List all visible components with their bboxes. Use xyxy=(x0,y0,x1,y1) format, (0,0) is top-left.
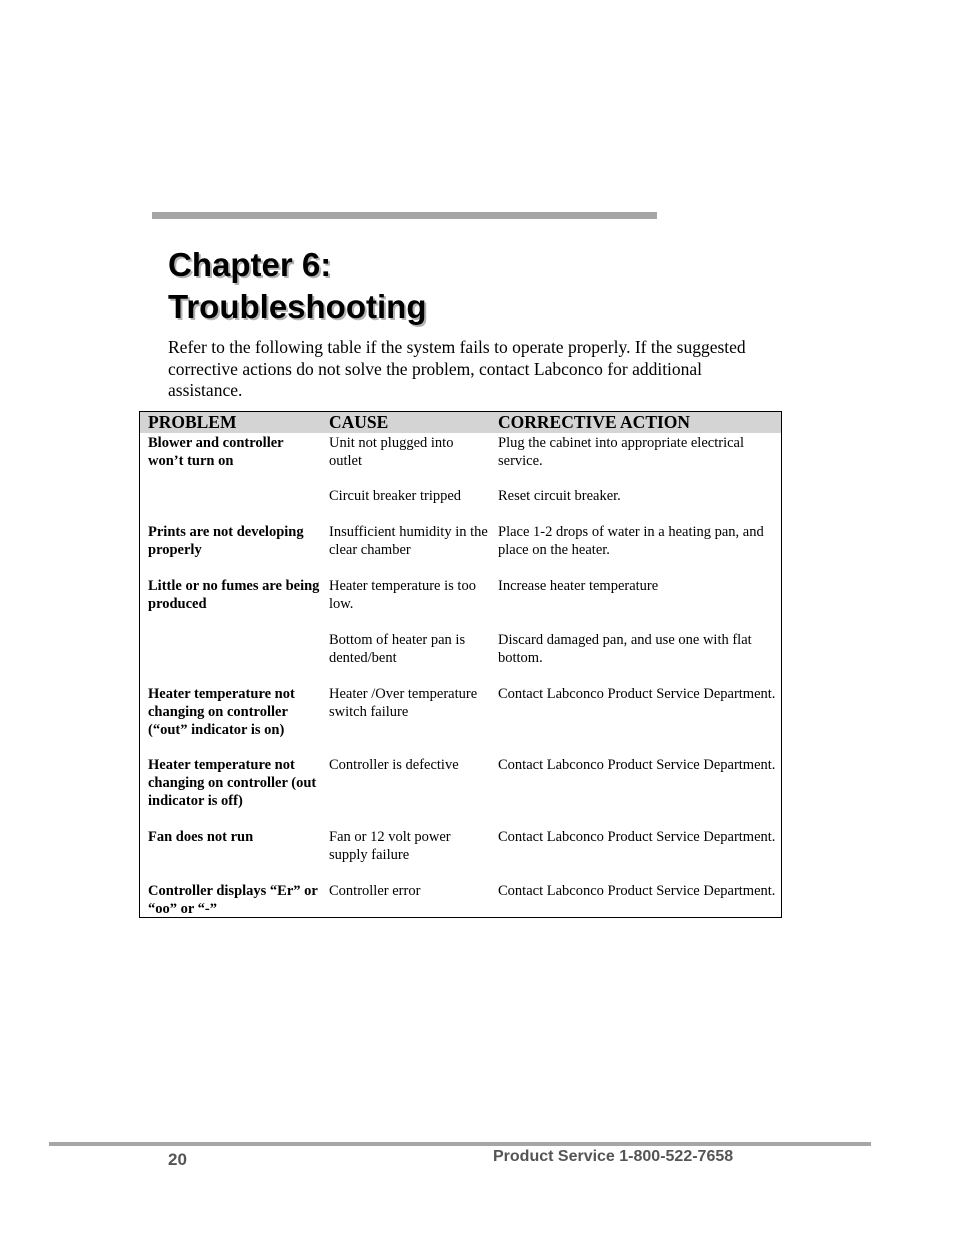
table-row-cause: Unit not plugged into outlet xyxy=(329,435,454,469)
table-row-cause: Bottom of heater pan is dented/bent xyxy=(329,632,466,666)
table-row-action: Plug the cabinet into appropriate electrical service. xyxy=(498,435,744,469)
table-row-problem: Blower and controller won’t turn on xyxy=(148,435,284,469)
table-row-problem: Heater temperature not changing on controller (“out” indicator is on) xyxy=(148,686,295,738)
table-row-cause: Controller error xyxy=(329,883,421,899)
header-corrective-action: CORRECTIVE ACTION xyxy=(498,412,691,432)
chapter-title-line-2: Troubleshooting xyxy=(168,288,427,325)
footer-divider xyxy=(49,1142,871,1146)
footer-product-service: Product Service 1-800-522-7658 xyxy=(493,1148,734,1165)
table-row-cause: Heater /Over temperature switch failure xyxy=(329,686,478,720)
table-row-cause: Fan or 12 volt power supply failure xyxy=(329,829,451,863)
chapter-title-line-1: Chapter 6: xyxy=(168,246,332,283)
table-row-cause: Circuit breaker tripped xyxy=(329,488,462,504)
table-row-cause: Controller is defective xyxy=(329,757,459,773)
table-row-problem: Prints are not developing properly xyxy=(148,524,304,558)
table-row-cause: Heater temperature is too low. xyxy=(329,578,476,612)
page-number: 20 xyxy=(168,1150,187,1169)
table-row-action: Contact Labconco Product Service Department. xyxy=(498,686,776,702)
table-header-row xyxy=(140,412,781,433)
table-row-problem: Heater temperature not changing on controller (out indicator is off) xyxy=(148,757,317,809)
table-row-problem: Little or no fumes are being produced xyxy=(148,578,320,612)
table-row-cause: Insufficient humidity in the clear chamber xyxy=(329,524,488,558)
table-row-problem: Controller displays “Er” or “oo” or “-” xyxy=(148,883,318,917)
table-row-action: Contact Labconco Product Service Department. xyxy=(498,883,776,899)
table-row-action: Increase heater temperature xyxy=(498,578,659,594)
table-row-action: Contact Labconco Product Service Department. xyxy=(498,757,776,773)
table-row-problem: Fan does not run xyxy=(148,829,254,845)
troubleshooting-table xyxy=(139,411,782,918)
table-row-action: Reset circuit breaker. xyxy=(498,488,621,504)
intro-paragraph: Refer to the following table if the system fails to operate properly. If the suggested corrective actions do not solve the problem, contact Labconco for additional assistance. xyxy=(168,337,746,400)
header-cause: CAUSE xyxy=(329,412,389,432)
top-divider xyxy=(152,212,657,219)
table-row-action: Discard damaged pan, and use one with flat bottom. xyxy=(498,632,752,666)
header-problem: PROBLEM xyxy=(148,412,237,432)
table-row-action: Place 1-2 drops of water in a heating pan, and place on the heater. xyxy=(498,524,764,558)
chapter-title xyxy=(168,244,426,328)
table-row-action: Contact Labconco Product Service Department. xyxy=(498,829,776,845)
